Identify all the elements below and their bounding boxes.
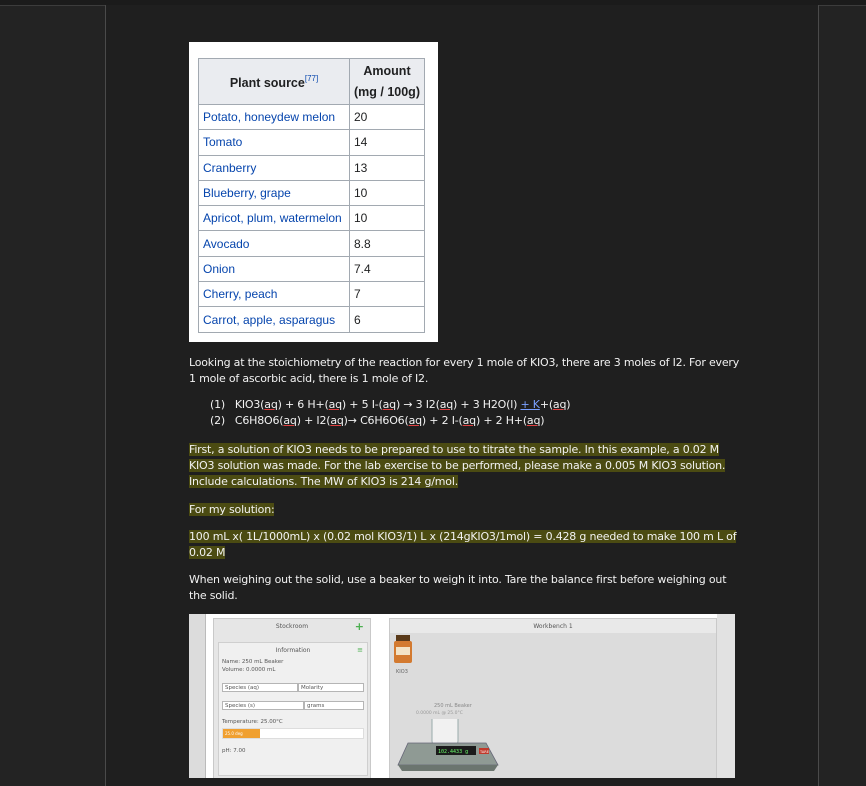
amount-cell: 10 bbox=[350, 206, 425, 231]
amount-cell: 8.8 bbox=[350, 231, 425, 256]
equation-2: (2) C6H8O6(aq) + I2(aq)→ C6H6O6(aq) + 2 I-(aq) + 2 H+(aq) bbox=[210, 414, 545, 427]
amount-cell: 20 bbox=[350, 105, 425, 130]
menu-icon[interactable]: ≡ bbox=[357, 646, 363, 654]
bottle-label: KIO3 bbox=[396, 669, 408, 675]
stoichiometry-paragraph bbox=[189, 355, 739, 387]
lab-right-strip bbox=[717, 614, 735, 778]
temperature-fill: 25.0 deg bbox=[223, 729, 260, 738]
table-row bbox=[199, 130, 425, 155]
header-plant-source: Plant source[77] bbox=[199, 59, 350, 105]
information-panel bbox=[218, 642, 368, 776]
plant-source-cell[interactable]: Blueberry, grape bbox=[199, 180, 350, 205]
table-row bbox=[199, 307, 425, 332]
workbench-panel bbox=[389, 618, 717, 778]
vitamin-c-table-image bbox=[189, 42, 438, 342]
header-amount: Amount (mg / 100g) bbox=[350, 59, 425, 105]
plant-source-cell[interactable]: Cranberry bbox=[199, 155, 350, 180]
grams-field: grams bbox=[304, 701, 364, 710]
beaker-label: 250 mL Beaker bbox=[434, 703, 472, 709]
add-icon[interactable]: + bbox=[354, 620, 364, 633]
table-row bbox=[199, 282, 425, 307]
species-s-field: Species (s) bbox=[222, 701, 304, 710]
table-row bbox=[199, 206, 425, 231]
beaker-sublabel: 0.0000 mL @ 25.0°C bbox=[416, 711, 463, 716]
table-row bbox=[199, 256, 425, 281]
weighing-paragraph bbox=[189, 572, 726, 604]
my-solution-heading: For my solution: bbox=[189, 503, 275, 516]
table-row bbox=[199, 105, 425, 130]
citation-link[interactable]: [77] bbox=[304, 73, 319, 83]
table-row bbox=[199, 231, 425, 256]
beaker-icon[interactable] bbox=[432, 719, 458, 745]
plant-source-cell[interactable]: Potato, honeydew melon bbox=[199, 105, 350, 130]
plant-source-cell[interactable]: Onion bbox=[199, 256, 350, 281]
table-row bbox=[199, 180, 425, 205]
weigh-line-1: When weighing out the solid, use a beaker to weigh it into. Tare the balance first before weighing out bbox=[189, 573, 727, 586]
workbench-title: Workbench 1 bbox=[533, 623, 573, 630]
amount-cell: 14 bbox=[350, 130, 425, 155]
temperature-bar bbox=[222, 728, 364, 739]
plant-source-cell[interactable]: Tomato bbox=[199, 130, 350, 155]
calculation-paragraph bbox=[189, 529, 736, 561]
amount-cell: 10 bbox=[350, 180, 425, 205]
amount-cell: 7 bbox=[350, 282, 425, 307]
plant-source-cell[interactable]: Carrot, apple, asparagus bbox=[199, 307, 350, 332]
stoich-line-1: Looking at the stoichiometry of the reaction for every 1 mole of KIO3, there are 3 moles of I2. For every bbox=[189, 356, 740, 369]
species-aq-field: Species (aq) bbox=[222, 683, 298, 692]
stockroom-title: Stockroom bbox=[275, 623, 309, 630]
ph-line: pH: 7.00 bbox=[222, 748, 246, 754]
virtual-lab-screenshot bbox=[189, 614, 735, 778]
weigh-line-2: the solid. bbox=[189, 589, 238, 602]
preparation-paragraph bbox=[189, 442, 725, 490]
amount-cell: 13 bbox=[350, 155, 425, 180]
prep-line-3: Include calculations. The MW of KIO3 is 214 g/mol. bbox=[189, 475, 458, 488]
amount-cell: 7.4 bbox=[350, 256, 425, 281]
plant-source-cell[interactable]: Avocado bbox=[199, 231, 350, 256]
plant-source-cell[interactable]: Cherry, peach bbox=[199, 282, 350, 307]
prep-line-1: First, a solution of KIO3 needs to be prepared to use to titrate the sample. In this example, a 0.02 M bbox=[189, 443, 719, 456]
plant-source-cell[interactable]: Apricot, plum, watermelon bbox=[199, 206, 350, 231]
name-line: Name: 250 mL Beaker bbox=[222, 659, 284, 665]
scale-reading: 102.4433 g bbox=[438, 749, 469, 755]
stockroom-panel bbox=[213, 618, 371, 778]
prep-line-2: KIO3 solution was made. For the lab exercise to be performed, please make a 0.005 M KIO3 solution. bbox=[189, 459, 726, 472]
table-row bbox=[199, 155, 425, 180]
temperature-line: Temperature: 25.00°C bbox=[222, 719, 283, 725]
kio3-bottle-icon[interactable] bbox=[394, 635, 412, 663]
stoich-line-2: 1 mole of ascorbic acid, there is 1 mole of I2. bbox=[189, 372, 429, 385]
lab-left-strip bbox=[189, 614, 206, 778]
workbench-scene bbox=[390, 619, 716, 778]
plant-source-table bbox=[198, 58, 425, 333]
information-title: Information bbox=[275, 647, 311, 654]
tare-button[interactable]: TARE bbox=[480, 750, 489, 754]
volume-line: Volume: 0.0000 mL bbox=[222, 667, 276, 673]
equation-1: (1) KIO3(aq) + 6 H+(aq) + 5 I-(aq) → 3 I2(aq) + 3 H2O(l) + K+(aq) bbox=[210, 398, 571, 411]
calc-line-1: 100 mL x( 1L/1000mL) x (0.02 mol KIO3/1) L x (214gKIO3/1mol) = 0.428 g needed to make 100 m L of bbox=[189, 530, 737, 543]
calc-line-2: 0.02 M bbox=[189, 546, 226, 559]
balance-scale-icon[interactable] bbox=[398, 743, 498, 771]
molarity-field: Molarity bbox=[298, 683, 364, 692]
amount-cell: 6 bbox=[350, 307, 425, 332]
